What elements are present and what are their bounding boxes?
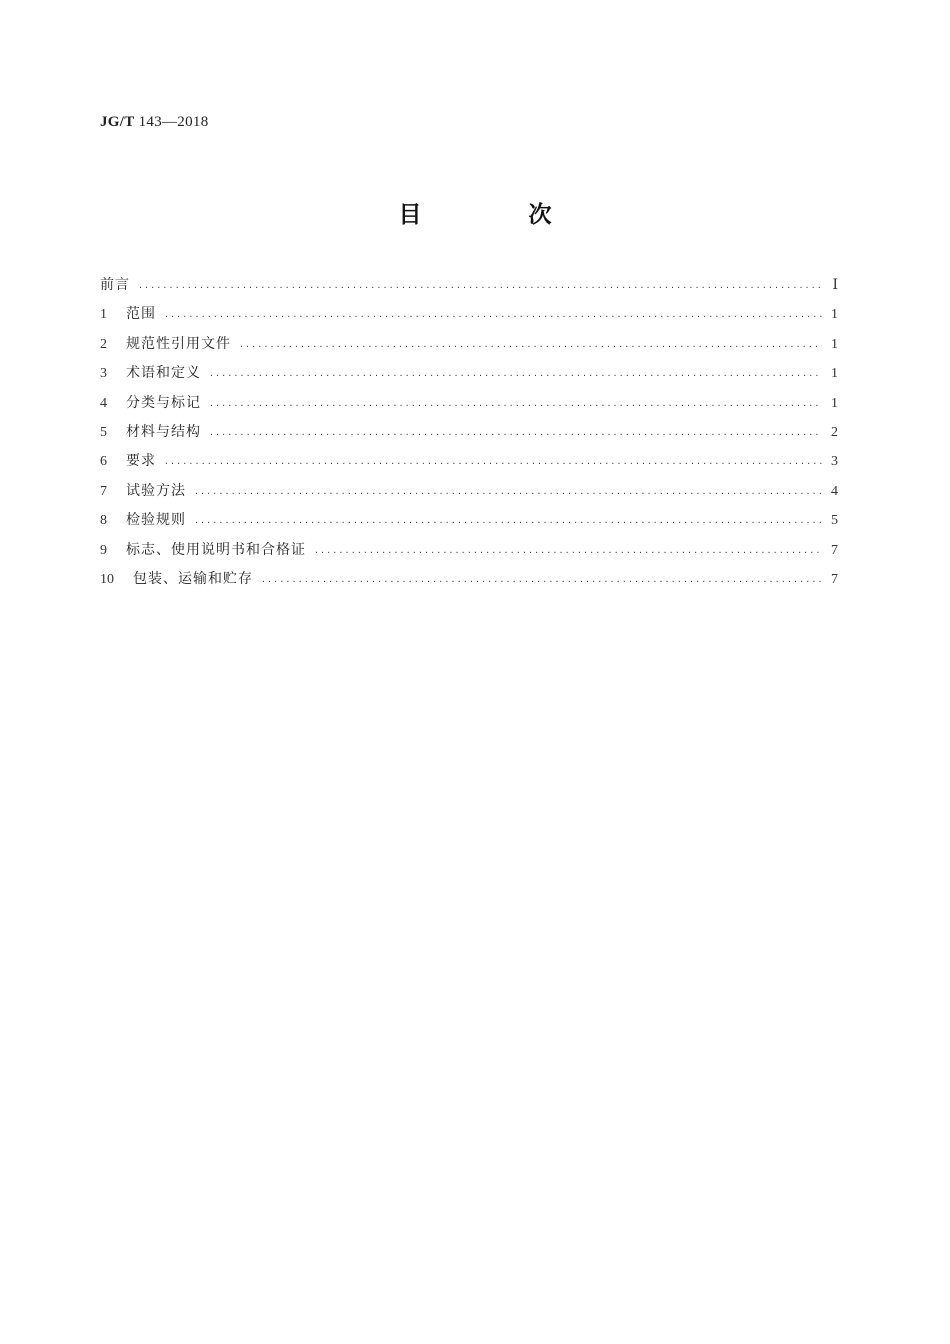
toc-entry-label: 术语和定义 [126, 365, 201, 382]
toc-entry-number: 4 [100, 395, 107, 411]
toc-entry-page: 4 [831, 483, 838, 499]
toc-entry-label: 包装、运输和贮存 [133, 570, 253, 587]
toc-entry-number: 2 [100, 336, 107, 352]
dot-leader [314, 536, 822, 565]
toc-entry-page: 1 [831, 366, 838, 382]
toc-entry-inspection-rules[interactable] [100, 506, 838, 535]
toc-entry-page: 7 [831, 542, 838, 558]
toc-entry-number: 10 [100, 571, 114, 587]
toc-entry-label: 试验方法 [126, 482, 186, 499]
dot-leader [194, 477, 822, 506]
dot-leader [209, 389, 822, 418]
toc-entry-label: 检验规则 [126, 512, 186, 529]
dot-leader [164, 447, 822, 476]
toc-entry-label: 要求 [126, 453, 156, 470]
toc-entry-page: 1 [831, 395, 838, 411]
toc-entry-number: 5 [100, 424, 107, 440]
standard-number: 143—2018 [138, 114, 209, 130]
table-of-contents [100, 271, 838, 594]
dot-leader [261, 565, 822, 594]
toc-entry-number: 8 [100, 513, 107, 529]
toc-entry-number: 3 [100, 366, 107, 382]
dot-leader [239, 330, 822, 359]
toc-entry-label: 标志、使用说明书和合格证 [126, 541, 306, 558]
toc-entry-page: 1 [831, 307, 838, 323]
dot-leader [194, 506, 822, 535]
toc-entry-label: 分类与标记 [126, 394, 201, 411]
standard-code [100, 114, 209, 131]
toc-entry-label: 材料与结构 [126, 423, 201, 440]
toc-entry-classification[interactable] [100, 389, 838, 418]
toc-entry-label: 规范性引用文件 [126, 335, 231, 352]
toc-entry-number: 1 [100, 307, 107, 323]
toc-title: 目 次 [398, 202, 594, 228]
toc-entry-number: 7 [100, 483, 107, 499]
toc-entry-marking-instructions[interactable] [100, 536, 838, 565]
toc-entry-normative-references[interactable] [100, 330, 838, 359]
toc-entry-packaging-transport[interactable] [100, 565, 838, 594]
toc-entry-materials-structure[interactable] [100, 418, 838, 447]
toc-entry-page: 7 [831, 571, 838, 587]
toc-entry-number: 9 [100, 542, 107, 558]
toc-entry-requirements[interactable] [100, 447, 838, 476]
dot-leader [209, 418, 822, 447]
dot-leader [209, 359, 822, 388]
standard-prefix: JG/T [100, 114, 135, 130]
toc-entry-page: 1 [831, 336, 838, 352]
toc-entry-test-methods[interactable] [100, 477, 838, 506]
toc-entry-number: 6 [100, 454, 107, 470]
toc-entry-label: 范围 [126, 306, 156, 323]
toc-entry-terms-definitions[interactable] [100, 359, 838, 388]
toc-entry-page: 5 [831, 513, 838, 529]
toc-entry-page: 2 [831, 424, 838, 440]
toc-entry-scope[interactable] [100, 300, 838, 329]
toc-entry-page: 3 [831, 454, 838, 470]
dot-leader [138, 271, 822, 300]
toc-entry-foreword[interactable] [100, 271, 838, 300]
toc-entry-page: Ⅰ [832, 278, 838, 293]
dot-leader [164, 300, 822, 329]
toc-entry-label: 前言 [100, 277, 130, 293]
